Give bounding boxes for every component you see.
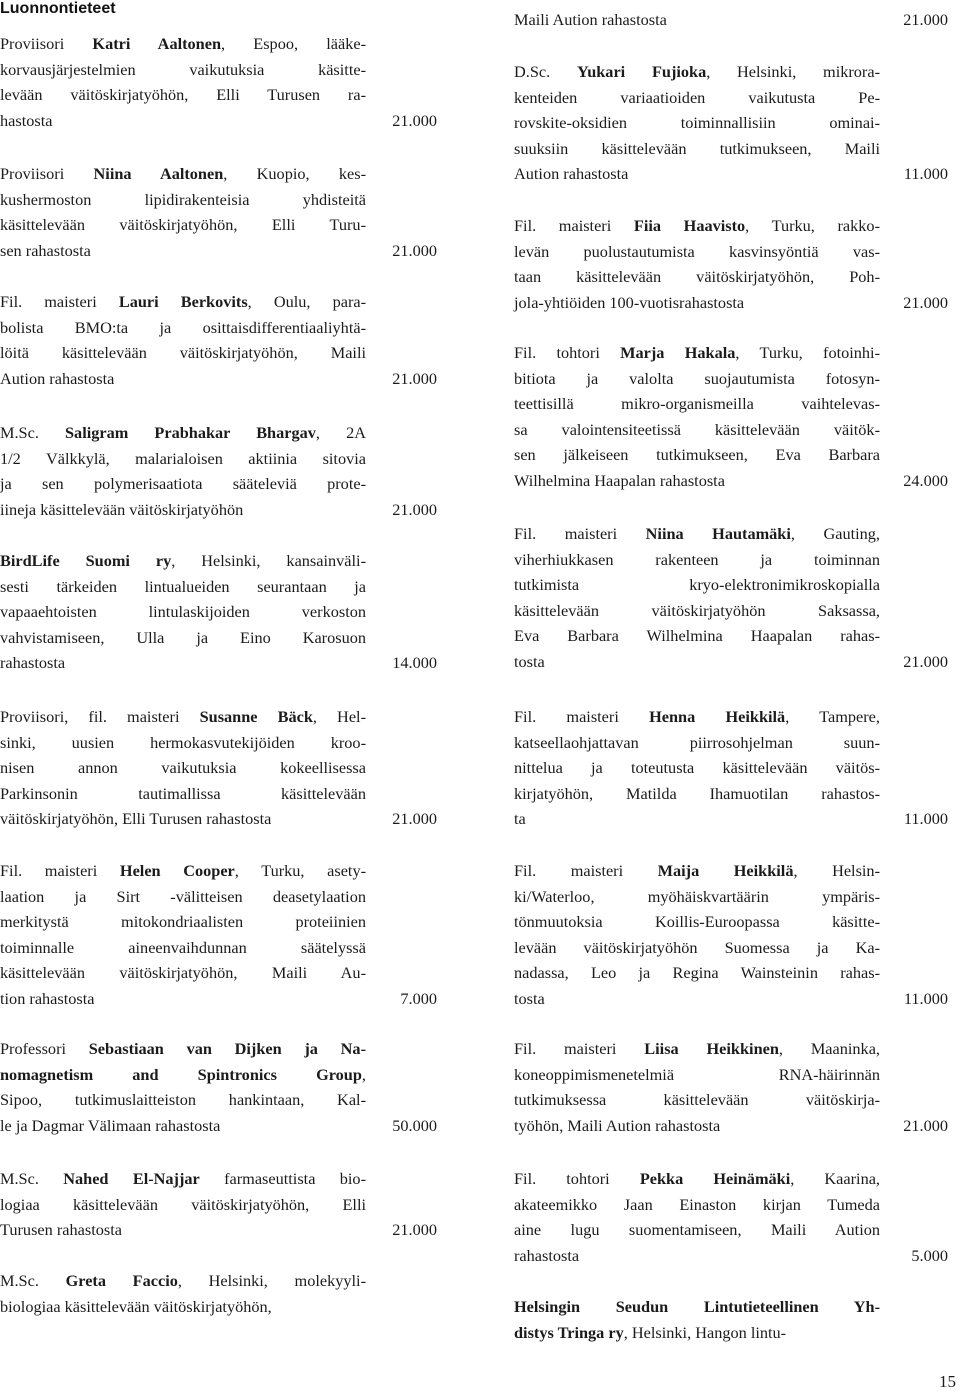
grant-text: sesti tärkeiden lintualueiden seurantaan ja xyxy=(0,576,366,596)
grant-text-line xyxy=(0,366,437,392)
grant-text-line xyxy=(0,108,437,134)
page-number: 15 xyxy=(939,1372,956,1391)
grant-text: levään väitöskirjatyöhön Suomessa ja Ka- xyxy=(514,937,880,957)
grant-text-line xyxy=(514,704,948,730)
grant-text-line xyxy=(514,909,948,935)
grant-text: rahastosta xyxy=(514,1245,580,1265)
grant-text-line xyxy=(514,1192,948,1218)
grant-text-line xyxy=(514,1062,948,1088)
grant-text-line xyxy=(0,960,437,986)
grant-text: väitöskirjatyöhön, Elli Turusen rahastosta xyxy=(0,809,272,829)
grant-text: ki/Waterloo, myöhäiskvartäärin ympäris- xyxy=(514,886,880,906)
grant-text-line xyxy=(514,417,948,443)
grant-amount: 14.000 xyxy=(392,653,437,673)
grant-text: kushermoston lipidirakenteisia yhdisteitä xyxy=(0,189,366,209)
grant-text-line xyxy=(0,340,437,366)
grant-text-line xyxy=(514,213,948,239)
grant-text xyxy=(514,1294,880,1320)
grant-text-line xyxy=(514,1217,948,1243)
grant-text-line xyxy=(514,755,948,781)
grant-entry xyxy=(0,161,437,263)
grant-entry xyxy=(0,858,437,1012)
recipient-name: Lauri Berkovits xyxy=(118,292,248,311)
grant-text: viherhiukkasen rakenteen ja toiminnan xyxy=(514,549,880,569)
grant-text-line xyxy=(514,1087,948,1113)
recipient-name: Yukari Fujioka xyxy=(576,62,707,81)
grant-text: suuksiin käsittelevään tutkimukseen, Maili xyxy=(514,138,880,158)
grant-text: distys Tringa ry, Helsinki, Hangon lintu- xyxy=(514,1322,787,1342)
grant-text: Proviisori Katri Aaltonen, Espoo, lääke- xyxy=(0,34,366,53)
grant-amount: 21.000 xyxy=(903,10,948,29)
grant-text-line xyxy=(514,468,948,494)
grant-entry xyxy=(514,1036,948,1138)
grant-text: Proviisori, fil. maisteri Susanne Bäck, Hel- xyxy=(0,707,366,726)
grant-amount: 11.000 xyxy=(903,809,948,829)
grant-entry xyxy=(514,213,948,315)
recipient-name: Niina Aaltonen xyxy=(93,164,224,183)
grant-text-line xyxy=(514,547,948,573)
grant-text: 1/2 Välkkylä, malarialoisen aktiinia sitovia xyxy=(0,448,366,468)
grant-text-line xyxy=(0,884,437,910)
grant-text-line xyxy=(514,1320,948,1346)
grant-text-line xyxy=(0,1087,437,1113)
grant-amount: 21.000 xyxy=(392,1220,437,1240)
grant-text-line xyxy=(0,315,437,341)
grant-entry xyxy=(514,340,948,494)
grant-text-line xyxy=(0,625,437,651)
grant-text: tion rahastosta xyxy=(0,988,95,1008)
grant-text-line xyxy=(514,649,948,675)
grant-entry xyxy=(514,1166,948,1268)
grant-entry xyxy=(0,31,437,133)
grant-amount: 21.000 xyxy=(392,240,437,260)
grant-text: rahastosta xyxy=(0,653,66,673)
grant-text-line xyxy=(0,755,437,781)
grant-entry xyxy=(514,858,948,1012)
grant-text: Parkinsonin tautimallissa käsittelevään xyxy=(0,783,366,803)
grant-text-line xyxy=(0,1294,437,1320)
grant-text: Fil. maisteri Lauri Berkovits, Oulu, para- xyxy=(0,292,367,311)
grant-text: Proviisori Niina Aaltonen, Kuopio, kes- xyxy=(0,164,366,183)
recipient-name: Pekka Heinämäki xyxy=(639,1169,791,1188)
grant-text: levän puolustautumista kasvinsyöntiä vas- xyxy=(514,241,880,261)
grant-amount: 24.000 xyxy=(903,470,948,490)
grant-text: jola-yhtiöiden 100-vuotisrahastosta xyxy=(514,292,745,312)
grant-text-line xyxy=(514,986,948,1012)
grant-text: sen rahastosta xyxy=(0,240,91,260)
grant-text-line xyxy=(514,391,948,417)
grant-text-line xyxy=(0,781,437,807)
grant-text-line xyxy=(0,161,437,187)
grant-text: Fil. maisteri Niina Hautamäki, Gauting, xyxy=(514,524,880,543)
grant-text: Aution rahastosta xyxy=(0,368,115,388)
grant-entry xyxy=(514,1294,948,1345)
grant-amount: 7.000 xyxy=(400,988,437,1008)
grant-text-line xyxy=(0,57,437,83)
recipient-name: distys Tringa ry xyxy=(514,1322,624,1342)
grant-amount: 21.000 xyxy=(903,651,948,671)
grant-text: iineja käsittelevään väitöskirjatyöhön xyxy=(0,499,244,519)
grant-text-line xyxy=(0,574,437,600)
grant-text-line xyxy=(514,960,948,986)
grant-entry xyxy=(0,289,437,391)
grant-text-line xyxy=(514,340,948,366)
grant-text: kirjatyöhön, Matilda Ihamuotilan rahastos- xyxy=(514,783,880,803)
grant-text: Professori Sebastiaan van Dijken ja Na- xyxy=(0,1039,366,1058)
grant-text: M.Sc. Greta Faccio, Helsinki, molekyyli- xyxy=(0,1271,366,1290)
grant-entry xyxy=(0,548,437,676)
grant-text: tutkimuksessa käsittelevään väitöskirja- xyxy=(514,1090,880,1110)
recipient-name: Marja Hakala xyxy=(620,343,736,362)
recipient-name: Liisa Heikkinen xyxy=(644,1039,779,1058)
grant-text-line xyxy=(0,289,437,315)
grant-text-line xyxy=(514,239,948,265)
grant-text-line xyxy=(514,730,948,756)
grant-entry xyxy=(514,59,948,187)
grant-text: levään väitöskirjatyöhön, Elli Turusen ra- xyxy=(0,85,366,105)
grant-text: tönmuutoksia Koillis-Euroopassa käsitte- xyxy=(514,912,880,932)
grant-text: BirdLife Suomi ry, Helsinki, kansainväli- xyxy=(0,551,366,570)
grant-entry xyxy=(0,1166,437,1243)
grant-text-line xyxy=(514,136,948,162)
grant-text: M.Sc. Nahed El-Najjar farmaseuttista bio- xyxy=(0,1169,366,1188)
grant-text: toiminnalle aineenvaihdunnan säätelyssä xyxy=(0,937,366,957)
grant-text: laation ja Sirt -välitteisen deasetylaation xyxy=(0,886,366,906)
grant-text-line xyxy=(514,1166,948,1192)
grant-text: nisen annon vaikutuksia kokeellisessa xyxy=(0,758,366,778)
grant-text-line xyxy=(0,1217,437,1243)
grant-text-line xyxy=(514,110,948,136)
grant-text: Aution rahastosta xyxy=(514,164,629,184)
grant-text-line xyxy=(514,858,948,884)
grant-text-line xyxy=(514,1294,948,1320)
recipient-name: Saligram Prabhakar Bhargav xyxy=(65,423,316,442)
section-heading: Luonnontieteet xyxy=(0,0,116,17)
grant-text: bitiota ja valolta suojautumista fotosyn- xyxy=(514,368,880,388)
grant-text: tosta xyxy=(514,988,545,1008)
grant-text: Fil. maisteri Henna Heikkilä, Tampere, xyxy=(514,707,880,726)
grant-text: le ja Dagmar Välimaan rahastosta xyxy=(0,1115,221,1135)
grant-text: Wilhelmina Haapalan rahastosta xyxy=(514,470,725,490)
grant-text-line xyxy=(0,420,437,446)
grant-amount: 21.000 xyxy=(392,499,437,519)
grant-amount: 21.000 xyxy=(903,1115,948,1135)
grant-text: käsittelevään väitöskirjatyöhön, Elli Turu- xyxy=(0,215,366,235)
recipient-name: Greta Faccio xyxy=(65,1271,178,1290)
grant-text: biologiaa käsittelevään väitöskirjatyöhön, xyxy=(0,1296,272,1316)
grant-entry xyxy=(0,1036,437,1138)
grant-text: koneoppimismenetelmiä RNA-häirinnän xyxy=(514,1064,880,1084)
grant-text-line xyxy=(514,59,948,85)
grant-text: korvausjärjestelmien vaikutuksia käsitte- xyxy=(0,59,366,79)
grant-entry xyxy=(0,1268,437,1319)
grant-text-line xyxy=(0,1062,437,1088)
grant-text: taan käsittelevään väitöskirjatyöhön, Poh- xyxy=(514,267,880,287)
grant-text: Turusen rahastosta xyxy=(0,1220,122,1240)
grant-text-line xyxy=(514,598,948,624)
grant-text-line xyxy=(0,806,437,832)
grant-text: akateemikko Jaan Einaston kirjan Tumeda xyxy=(514,1194,880,1214)
grant-text: kenteiden variaatioiden vaikutusta Pe- xyxy=(514,87,880,107)
grant-text-line xyxy=(0,212,437,238)
grant-text: aine lugu suomentamiseen, Maili Aution xyxy=(514,1220,880,1240)
grant-text-line xyxy=(0,935,437,961)
grant-text-line xyxy=(514,7,948,33)
grant-text: käsittelevään väitöskirjatyöhön, Maili Au- xyxy=(0,963,366,983)
grant-text-line xyxy=(514,935,948,961)
grant-text: D.Sc. Yukari Fujioka, Helsinki, mikrora- xyxy=(514,62,880,81)
grant-amount: 21.000 xyxy=(392,368,437,388)
grant-text: teettisillä mikro-organismeilla vaihtelevas- xyxy=(514,394,880,414)
grant-text: Fil. maisteri Liisa Heikkinen, Maaninka, xyxy=(514,1039,880,1058)
grant-text: nadassa, Leo ja Regina Wainsteinin rahas- xyxy=(514,963,880,983)
grant-text: Eva Barbara Wilhelmina Haapalan rahas- xyxy=(514,626,880,646)
recipient-name: BirdLife Suomi ry xyxy=(0,551,172,570)
grant-text: löitä käsittelevään väitöskirjatyöhön, Maili xyxy=(0,343,366,363)
grant-text: rovskite-oksidien toiminnallisiin ominai- xyxy=(514,113,880,133)
grant-text: Fil. maisteri Fiia Haavisto, Turku, rakko- xyxy=(514,216,880,235)
grant-text-line xyxy=(0,238,437,264)
grant-text: katseellaohjattavan piirrosohjelman suun- xyxy=(514,732,880,752)
grant-text-line xyxy=(514,521,948,547)
grant-text: vahvistamiseen, Ulla ja Eino Karosuon xyxy=(0,627,366,647)
grant-text: sen jälkeiseen tutkimukseen, Eva Barbara xyxy=(514,445,880,465)
grant-text-line xyxy=(0,704,437,730)
grant-text-line xyxy=(0,599,437,625)
grant-text: ta xyxy=(514,809,526,829)
grant-text-line xyxy=(0,497,437,523)
grant-text-line xyxy=(514,1036,948,1062)
recipient-name: Susanne Bäck xyxy=(199,707,313,726)
grant-text: nittelua ja toteutusta käsittelevään väitös- xyxy=(514,758,880,778)
grant-text-line xyxy=(0,82,437,108)
grant-text-line xyxy=(0,650,437,676)
grant-text: Fil. maisteri Maija Heikkilä, Helsin- xyxy=(514,861,880,880)
grant-text-line xyxy=(514,1113,948,1139)
grant-text-line xyxy=(514,366,948,392)
recipient-name: Helsingin Seudun Lintutieteellinen Yh- xyxy=(514,1297,880,1316)
grant-text: Fil. maisteri Helen Cooper, Turku, asety- xyxy=(0,861,367,880)
grant-amount: 21.000 xyxy=(392,110,437,130)
grant-amount: 11.000 xyxy=(903,988,948,1008)
grant-text: käsittelevään väitöskirjatyöhön Saksassa, xyxy=(514,600,880,620)
grant-entry xyxy=(514,7,948,33)
grant-text: bolista BMO:ta ja osittaisdifferentiaaliyhtä- xyxy=(0,317,366,337)
grant-text: logiaa käsittelevään väitöskirjatyöhön, Elli xyxy=(0,1194,366,1214)
grant-text: tutkimista kryo-elektronimikroskopialla xyxy=(514,575,880,595)
grant-text-line xyxy=(0,858,437,884)
grant-amount: 50.000 xyxy=(392,1115,437,1135)
grant-text-line xyxy=(0,187,437,213)
grant-text-line xyxy=(0,1166,437,1192)
grant-text-line xyxy=(0,909,437,935)
grant-text-line xyxy=(514,806,948,832)
grant-text-line xyxy=(514,884,948,910)
grant-amount: 21.000 xyxy=(903,292,948,312)
grant-text: sinki, uusien hermokasvutekijöiden kroo- xyxy=(0,732,366,752)
grant-text: hastosta xyxy=(0,110,53,130)
grant-text-line xyxy=(0,471,437,497)
grant-entry xyxy=(514,704,948,832)
grant-text: Fil. tohtori Pekka Heinämäki, Kaarina, xyxy=(514,1169,881,1188)
grant-text: Fil. tohtori Marja Hakala, Turku, fotoinhi- xyxy=(514,343,881,362)
grant-text-line xyxy=(514,290,948,316)
grant-text: nomagnetism and Spintronics Group, xyxy=(0,1064,366,1084)
grant-text: tosta xyxy=(514,651,545,671)
grant-text-line xyxy=(0,1113,437,1139)
grant-text-line xyxy=(514,161,948,187)
recipient-name: nomagnetism and Spintronics Group xyxy=(0,1064,362,1084)
grant-text: vapaaehtoisten lintulaskijoiden verkoston xyxy=(0,602,366,622)
grant-text-line xyxy=(0,31,437,57)
recipient-name: Niina Hautamäki xyxy=(645,524,791,543)
grant-text-line xyxy=(0,730,437,756)
grant-text: työhön, Maili Aution rahastosta xyxy=(514,1115,721,1135)
grant-amount: 11.000 xyxy=(903,164,948,184)
grant-text-line xyxy=(0,548,437,574)
grant-text: merkitystä mitokondriaalisten proteiinien xyxy=(0,912,366,932)
grant-text: sa valointensiteetissä käsittelevään väitök- xyxy=(514,419,880,439)
recipient-name: Katri Aaltonen xyxy=(92,34,222,53)
grant-text-line xyxy=(0,1268,437,1294)
grant-text-line xyxy=(514,1243,948,1269)
grant-text-line xyxy=(0,446,437,472)
recipient-name: Sebastiaan van Dijken ja Na- xyxy=(88,1039,366,1058)
grant-text: ja sen polymerisaatiota sääteleviä prote- xyxy=(0,474,366,494)
grant-text-line xyxy=(514,264,948,290)
recipient-name: Fiia Haavisto xyxy=(633,216,746,235)
recipient-name: Helen Cooper xyxy=(119,861,235,880)
grant-text-line xyxy=(514,85,948,111)
recipient-name: Henna Heikkilä xyxy=(649,707,786,726)
grant-text-line xyxy=(514,572,948,598)
grant-text-line xyxy=(0,1192,437,1218)
grant-entry xyxy=(0,420,437,522)
grant-entry xyxy=(514,521,948,675)
grant-text: Sipoo, tutkimuslaitteiston hankintaan, Kal- xyxy=(0,1090,366,1110)
recipient-name: Maija Heikkilä xyxy=(657,861,794,880)
grant-text-line xyxy=(514,442,948,468)
grant-text-line xyxy=(0,986,437,1012)
grant-entry xyxy=(0,704,437,832)
recipient-name: Nahed El-Najjar xyxy=(63,1169,200,1188)
grant-text-line xyxy=(514,781,948,807)
grant-amount: 5.000 xyxy=(911,1245,948,1265)
grant-text-line xyxy=(514,623,948,649)
grant-text: M.Sc. Saligram Prabhakar Bhargav, 2A xyxy=(0,423,366,442)
grant-amount: 21.000 xyxy=(392,809,437,829)
grant-text-line xyxy=(0,1036,437,1062)
grant-text: Maili Aution rahastosta xyxy=(514,10,667,29)
